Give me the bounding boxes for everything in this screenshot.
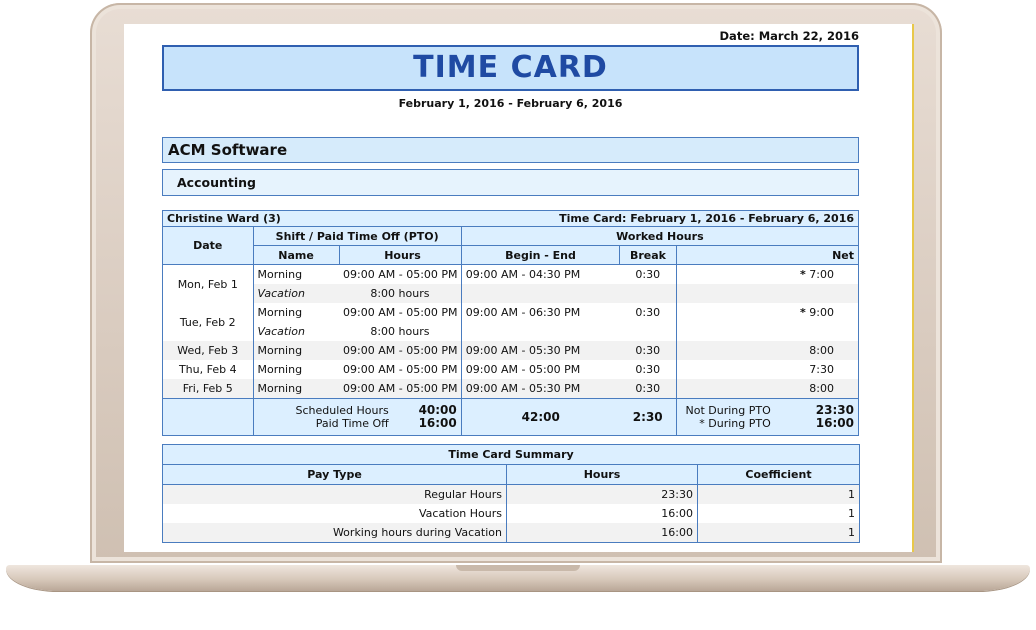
break-time: 0:30 xyxy=(635,268,661,281)
title-banner xyxy=(162,45,859,91)
laptop-notch xyxy=(456,565,580,571)
during-pto-label: * During PTO xyxy=(699,417,771,430)
timecard-table xyxy=(162,210,859,436)
shift-hours: 09:00 AM - 05:00 PM xyxy=(343,268,458,281)
net-hours: 8:00 xyxy=(676,379,858,399)
shift-name: Morning xyxy=(253,303,339,322)
break-time: 0:30 xyxy=(635,306,661,319)
table-row xyxy=(163,523,860,543)
col-hours: Hours xyxy=(339,246,461,265)
report-date: Date: March 22, 2016 xyxy=(719,29,859,43)
pto-name: Vacation xyxy=(253,284,339,303)
shift-name: Morning xyxy=(253,360,339,379)
pto-value: 16:00 xyxy=(418,416,457,430)
day-date: Mon, Feb 1 xyxy=(177,277,238,291)
day-date: Thu, Feb 4 xyxy=(178,363,237,376)
pay-coefficient: 1 xyxy=(698,504,860,523)
shift-name: Morning xyxy=(253,379,339,399)
pto-marker: * xyxy=(800,268,806,281)
break-time: 0:30 xyxy=(620,379,677,399)
table-row xyxy=(163,504,860,523)
table-row xyxy=(163,265,859,285)
laptop-screen xyxy=(124,24,914,552)
table-row xyxy=(163,485,860,505)
day-date: Tue, Feb 2 xyxy=(179,315,236,329)
day-date: Fri, Feb 5 xyxy=(163,379,254,399)
table-row xyxy=(163,379,859,399)
pto-hours: 8:00 hours xyxy=(370,325,430,338)
col-shift-group: Shift / Paid Time Off (PTO) xyxy=(253,227,461,246)
shift-name: Morning xyxy=(253,265,339,285)
col-pay-type: Pay Type xyxy=(163,465,507,485)
pay-coefficient: 1 xyxy=(698,485,860,505)
column-group-row xyxy=(163,227,859,246)
break-total: 2:30 xyxy=(620,399,677,436)
pay-hours: 16:00 xyxy=(507,523,698,543)
pay-type: Regular Hours xyxy=(163,485,507,505)
employee-name: Christine Ward (3) xyxy=(167,212,281,225)
break-time: 0:30 xyxy=(620,341,677,360)
totals-row xyxy=(163,399,859,436)
pay-hours: 16:00 xyxy=(507,504,698,523)
table-row xyxy=(163,284,859,303)
shift-hours: 09:00 AM - 05:00 PM xyxy=(343,363,458,376)
col-name: Name xyxy=(253,246,339,265)
worked-range: 09:00 AM - 05:30 PM xyxy=(461,341,619,360)
summary-table xyxy=(162,444,860,543)
net-hours: 7:30 xyxy=(676,360,858,379)
shift-hours: 09:00 AM - 05:00 PM xyxy=(339,341,461,360)
col-summary-hours: Hours xyxy=(507,465,698,485)
scheduled-value: 40:00 xyxy=(418,403,457,417)
timecard-period: Time Card: February 1, 2016 - February 6, 2016 xyxy=(559,212,854,225)
col-break: Break xyxy=(620,246,677,265)
pay-type: Vacation Hours xyxy=(163,504,507,523)
pay-hours: 23:30 xyxy=(507,485,698,505)
date-range: February 1, 2016 - February 6, 2016 xyxy=(398,97,623,110)
pto-label: Paid Time Off xyxy=(315,417,389,430)
shift-name: Morning xyxy=(253,341,339,360)
worked-total: 42:00 xyxy=(461,399,619,436)
table-row xyxy=(163,360,859,379)
worked-range: 09:00 AM - 05:30 PM xyxy=(461,379,619,399)
break-time: 0:30 xyxy=(635,363,661,376)
table-row xyxy=(163,303,859,322)
timecard-header-row xyxy=(163,211,859,227)
company-name: ACM Software xyxy=(162,137,859,163)
col-net: Net xyxy=(676,246,858,265)
not-pto-label: Not During PTO xyxy=(685,404,771,417)
col-worked-group: Worked Hours xyxy=(461,227,858,246)
net-totals xyxy=(676,399,858,436)
pay-type: Working hours during Vacation xyxy=(163,523,507,543)
col-coefficient: Coefficient xyxy=(698,465,860,485)
timecard-document xyxy=(162,24,859,543)
net-hours: * 9:00 xyxy=(676,303,858,322)
summary-title: Time Card Summary xyxy=(163,445,860,465)
department-name: Accounting xyxy=(162,169,859,196)
column-header-row xyxy=(163,246,859,265)
pay-coefficient: 1 xyxy=(698,523,860,543)
page-title: TIME CARD xyxy=(413,50,608,85)
scheduled-totals xyxy=(253,399,461,436)
pto-hours: 8:00 hours xyxy=(339,284,461,303)
col-date: Date xyxy=(163,227,254,265)
shift-hours: 09:00 AM - 05:00 PM xyxy=(339,379,461,399)
during-pto-value: 16:00 xyxy=(815,416,854,430)
worked-range: 09:00 AM - 05:00 PM xyxy=(461,360,619,379)
scheduled-label: Scheduled Hours xyxy=(295,404,389,417)
worked-range: 09:00 AM - 06:30 PM xyxy=(461,303,619,322)
worked-range: 09:00 AM - 04:30 PM xyxy=(461,265,619,285)
pto-marker: * xyxy=(800,306,806,319)
day-date: Wed, Feb 3 xyxy=(163,341,254,360)
net-hours: 8:00 xyxy=(676,341,858,360)
not-pto-value: 23:30 xyxy=(815,403,854,417)
net-hours: * 7:00 xyxy=(676,265,858,285)
col-begin-end: Begin - End xyxy=(461,246,619,265)
pto-name: Vacation xyxy=(253,322,339,341)
table-row xyxy=(163,341,859,360)
table-row xyxy=(163,322,859,341)
shift-hours: 09:00 AM - 05:00 PM xyxy=(343,306,458,319)
